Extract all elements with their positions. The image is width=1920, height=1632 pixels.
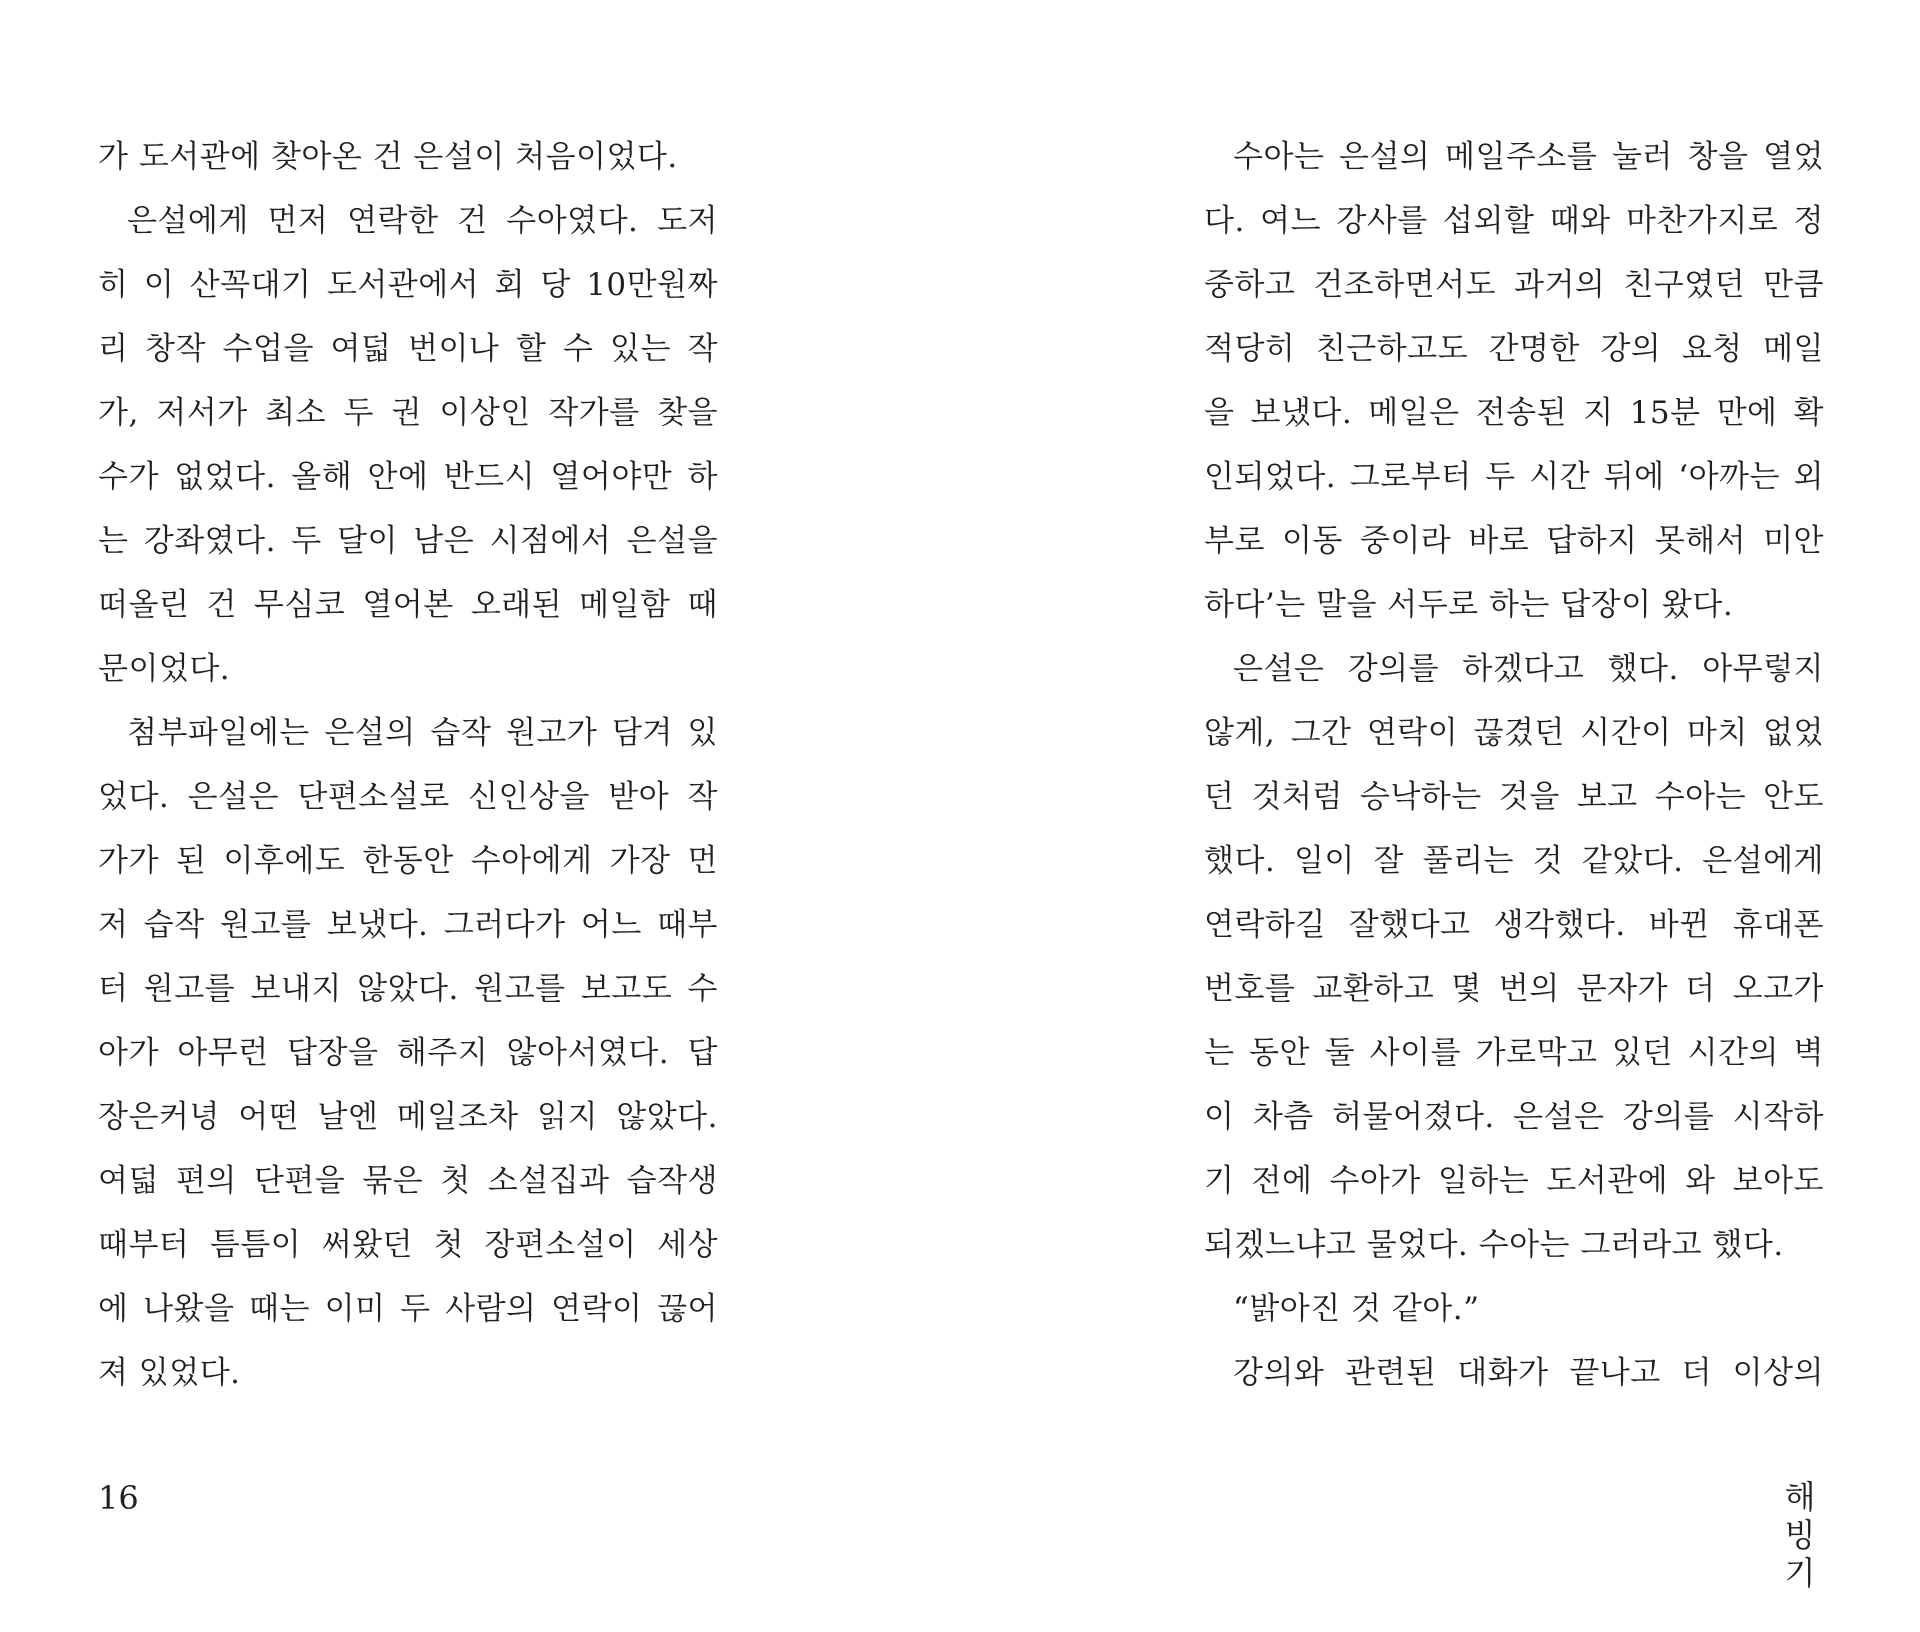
text-line: 저 습작 원고를 보냈다. 그러다가 어느 때부	[98, 907, 718, 943]
text-line: 는 강좌였다. 두 달이 남은 시점에서 은설을	[98, 523, 718, 559]
text-line: 히 이 산꼭대기 도서관에서 회 당 10만원짜	[98, 267, 718, 303]
text-line: 했다. 일이 잘 풀리는 것 같았다. 은설에게	[1204, 843, 1824, 879]
running-title-char: 해	[1784, 1478, 1816, 1516]
text-line: 되겠느냐고 물었다. 수아는 그러라고 했다.	[1204, 1227, 1784, 1263]
text-line: 번호를 교환하고 몇 번의 문자가 더 오고가	[1204, 971, 1824, 1007]
text-line: “밝아진 것 같아.”	[1233, 1291, 1480, 1327]
right-text-column	[1204, 125, 1824, 1405]
text-line: 수가 없었다. 올해 안에 반드시 열어야만 하	[98, 459, 718, 495]
right-page	[960, 0, 1920, 1632]
text-line: 기 전에 수아가 일하는 도서관에 와 보아도	[1204, 1163, 1824, 1199]
text-line: 하다’는 말을 서두로 하는 답장이 왔다.	[1204, 587, 1734, 623]
text-line: 인되었다. 그로부터 두 시간 뒤에 ‘아까는 외	[1204, 459, 1824, 495]
text-line: 에 나왔을 때는 이미 두 사람의 연락이 끊어	[98, 1291, 718, 1327]
text-line: 터 원고를 보내지 않았다. 원고를 보고도 수	[98, 971, 718, 1007]
running-title-char: 기	[1784, 1554, 1816, 1592]
text-line: 가 도서관에 찾아온 건 은설이 처음이었다.	[98, 139, 678, 175]
running-title-char: 빙	[1784, 1516, 1816, 1554]
text-line: 않게, 그간 연락이 끊겼던 시간이 마치 없었	[1204, 715, 1824, 751]
text-line: 연락하길 잘했다고 생각했다. 바뀐 휴대폰	[1204, 907, 1824, 943]
text-line: 은설은 강의를 하겠다고 했다. 아무렇지	[1233, 651, 1824, 687]
text-line: 여덟 편의 단편을 묶은 첫 소설집과 습작생	[98, 1163, 718, 1199]
text-line: 첨부파일에는 은설의 습작 원고가 담겨 있	[127, 715, 718, 751]
text-line: 적당히 친근하고도 간명한 강의 요청 메일	[1204, 331, 1824, 367]
text-line: 부로 이동 중이라 바로 답하지 못해서 미안	[1204, 523, 1824, 559]
text-line: 이 차츰 허물어졌다. 은설은 강의를 시작하	[1204, 1099, 1824, 1135]
text-line: 었다. 은설은 단편소설로 신인상을 받아 작	[98, 779, 718, 815]
text-line: 중하고 건조하면서도 과거의 친구였던 만큼	[1204, 267, 1824, 303]
text-line: 다. 여느 강사를 섭외할 때와 마찬가지로 정	[1204, 203, 1824, 239]
text-line: 은설에게 먼저 연락한 건 수아였다. 도저	[127, 203, 718, 239]
text-line: 가, 저서가 최소 두 권 이상인 작가를 찾을	[98, 395, 718, 431]
text-line: 떠올린 건 무심코 열어본 오래된 메일함 때	[98, 587, 718, 623]
left-text-column	[98, 125, 718, 1405]
running-title	[1778, 1478, 1822, 1592]
text-line: 아가 아무런 답장을 해주지 않아서였다. 답	[98, 1035, 718, 1071]
text-line: 가가 된 이후에도 한동안 수아에게 가장 먼	[98, 843, 718, 879]
text-line: 을 보냈다. 메일은 전송된 지 15분 만에 확	[1204, 395, 1824, 431]
text-line: 수아는 은설의 메일주소를 눌러 창을 열었	[1233, 139, 1824, 175]
text-line: 때부터 틈틈이 써왔던 첫 장편소설이 세상	[98, 1227, 718, 1263]
text-line: 문이었다.	[98, 651, 231, 687]
text-line: 는 동안 둘 사이를 가로막고 있던 시간의 벽	[1204, 1035, 1824, 1071]
text-line: 강의와 관련된 대화가 끝나고 더 이상의	[1233, 1355, 1824, 1391]
text-line: 던 것처럼 승낙하는 것을 보고 수아는 안도	[1204, 779, 1824, 815]
page-number: 16	[98, 1479, 139, 1517]
text-line: 리 창작 수업을 여덟 번이나 할 수 있는 작	[98, 331, 718, 367]
text-line: 장은커녕 어떤 날엔 메일조차 읽지 않았다.	[98, 1099, 718, 1135]
text-line: 져 있었다.	[98, 1355, 241, 1391]
